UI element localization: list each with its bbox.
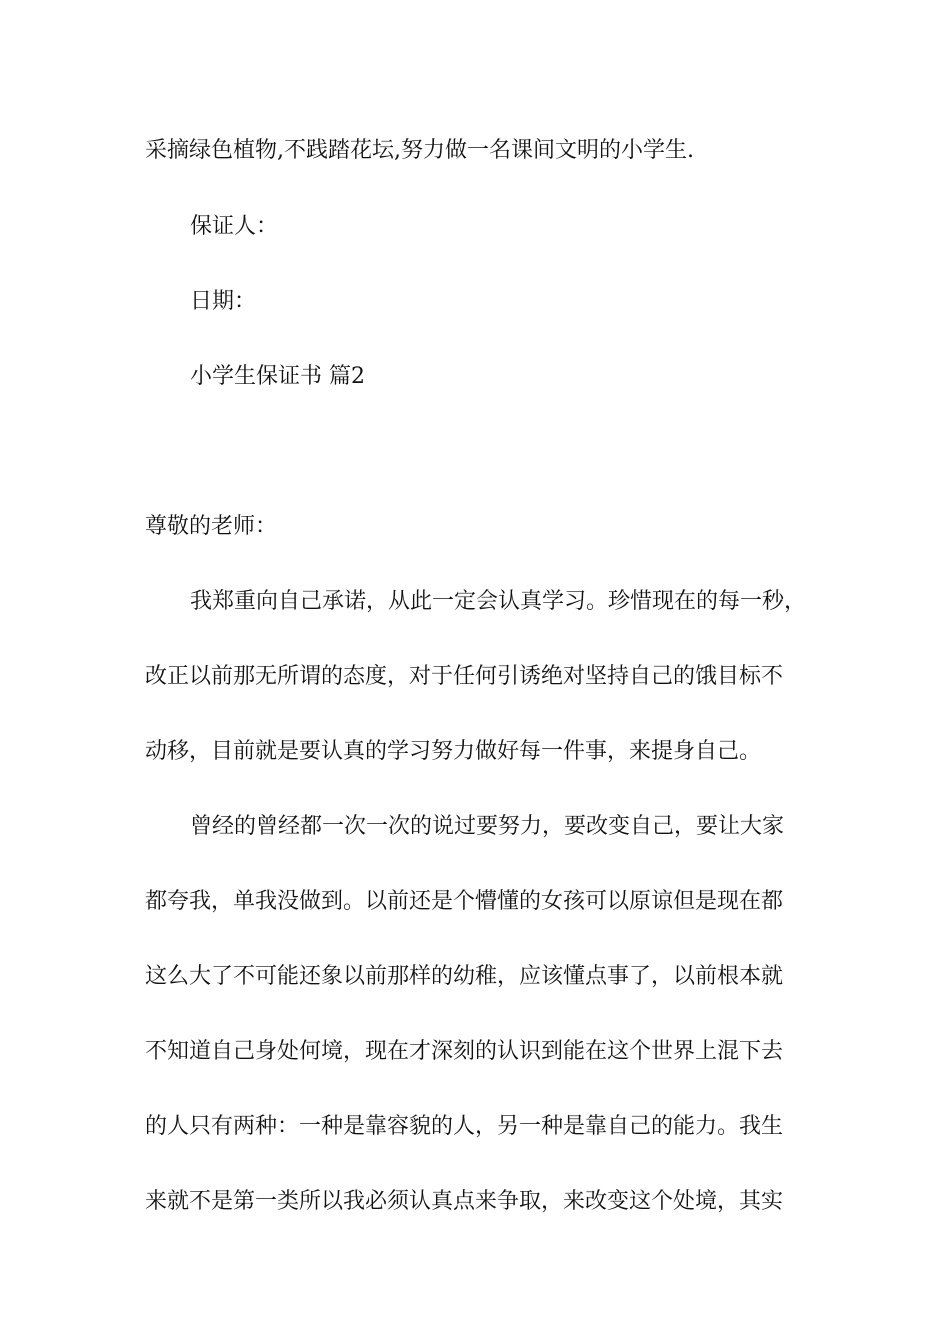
paragraph-line: 来就不是第一类所以我必须认真点来争取，来改变这个处境，其实 [145, 1189, 784, 1214]
date-label: 日期： [190, 289, 257, 314]
salutation: 尊敬的老师： [145, 514, 278, 539]
paragraph-line: 的人只有两种：一种是靠容貌的人，另一种是靠自己的能力。我生 [145, 1114, 784, 1139]
paragraph-line: 采摘绿色植物,不践踏花坛,努力做一名课间文明的小学生. [145, 138, 694, 163]
paragraph-line: 曾经的曾经都一次一次的说过要努力，要改变自己，要让大家 [190, 814, 785, 839]
paragraph-line: 这么大了不可能还象以前那样的幼稚，应该懂点事了，以前根本就 [145, 964, 784, 989]
section-heading: 小学生保证书 篇2 [190, 364, 365, 389]
paragraph-line: 不知道自己身处何境，现在才深刻的认识到能在这个世界上混下去 [145, 1039, 784, 1064]
paragraph-line: 我郑重向自己承诺，从此一定会认真学习。珍惜现在的每一秒， [190, 589, 807, 614]
guarantor-label: 保证人： [190, 214, 279, 239]
paragraph-line: 改正以前那无所谓的态度，对于任何引诱绝对坚持自己的饿目标不 [145, 664, 784, 689]
paragraph-line: 动移，目前就是要认真的学习努力做好每一件事，来提身自己。 [145, 739, 762, 764]
paragraph-line: 都夸我，单我没做到。以前还是个懵懂的女孩可以原谅但是现在都 [145, 889, 784, 914]
